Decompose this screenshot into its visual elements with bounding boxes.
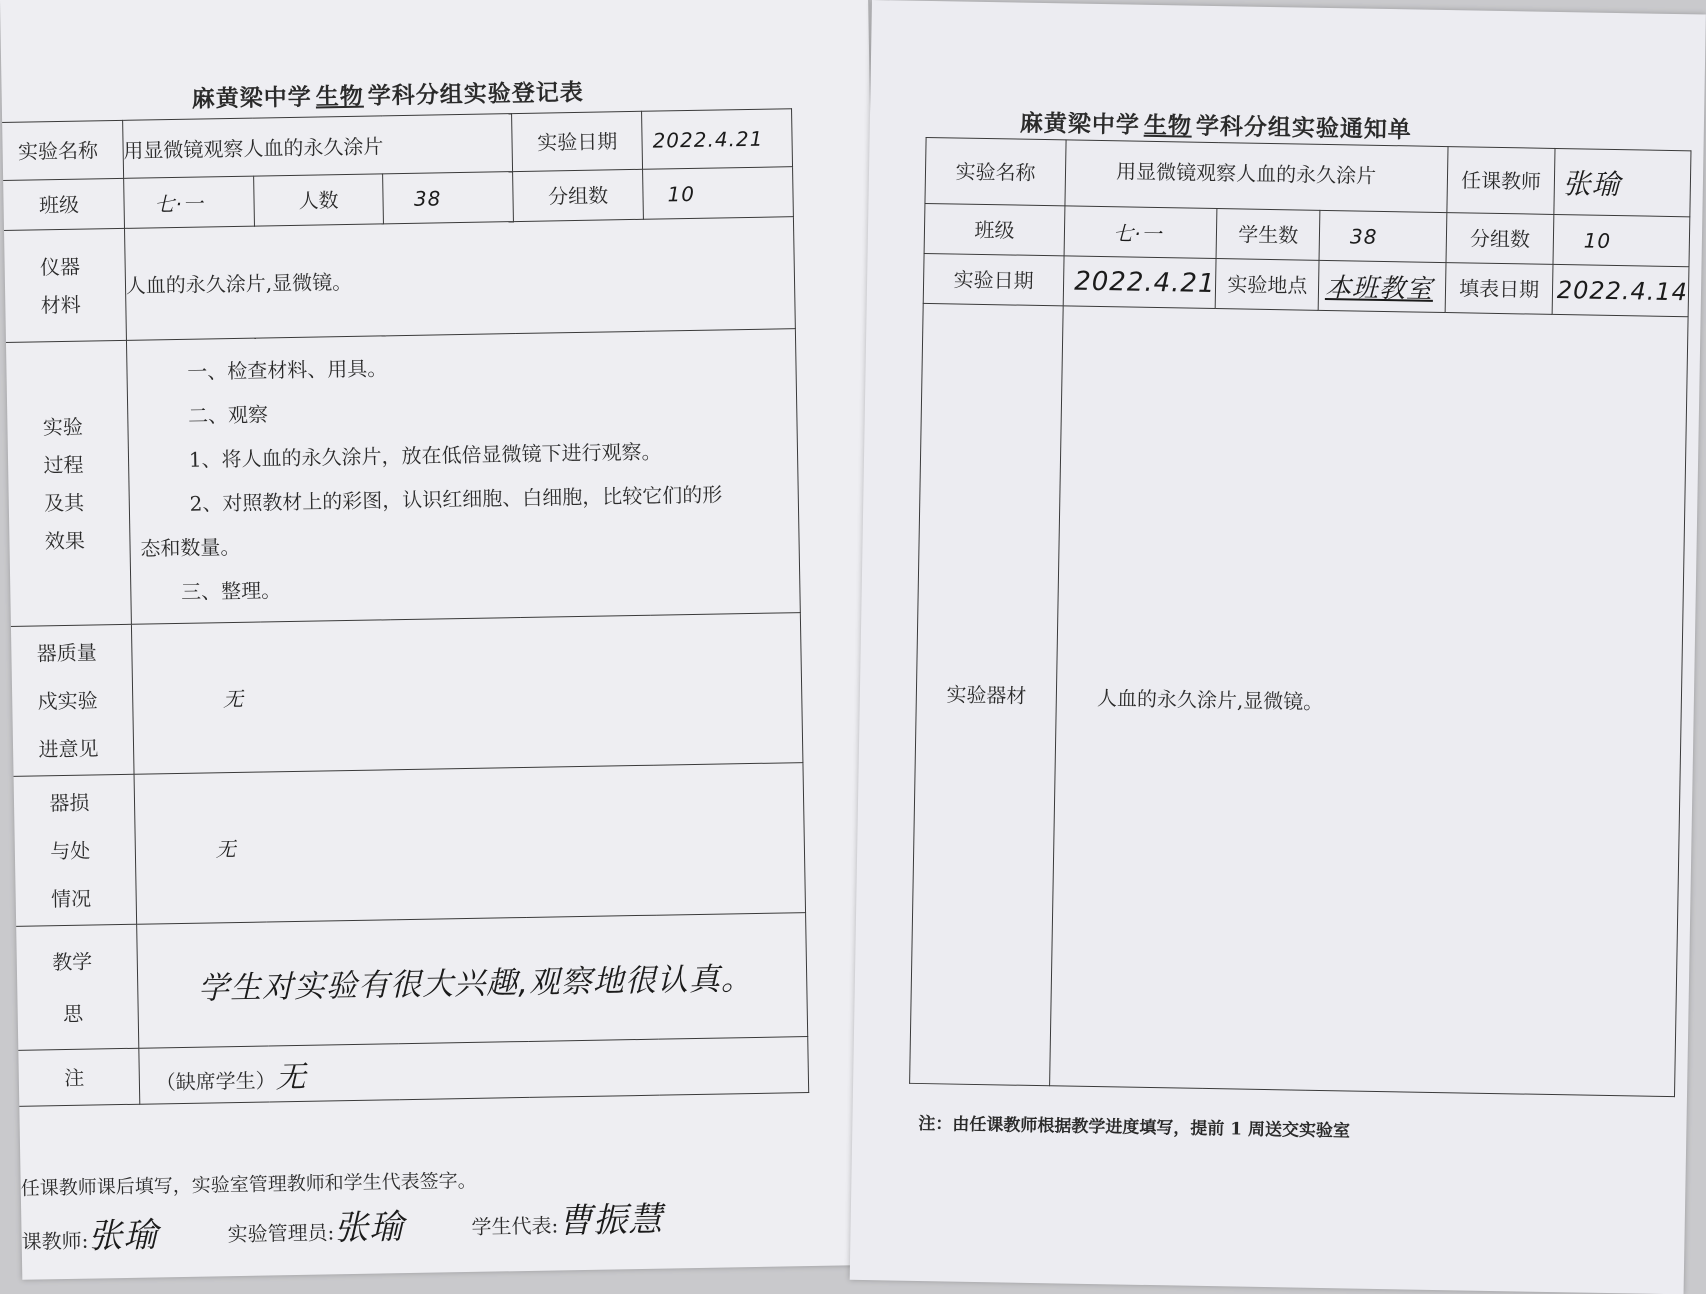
signature-teacher-label: 课教师: xyxy=(21,1228,89,1254)
registration-footer-note: 任课教师课后填写，实验室管理教师和学生代表签字。 xyxy=(20,1169,477,1200)
notification-table xyxy=(909,137,1691,1097)
label-process-line2: 过程 xyxy=(43,452,84,477)
title-subject: 生物 xyxy=(1143,111,1193,140)
people-value: 38 xyxy=(383,172,514,224)
damage-value: 无 xyxy=(134,763,806,925)
process-step-3: 1、将人血的永久涂片，放在低倍显微镜下进行观察。 xyxy=(188,439,662,472)
label-reflection-line1: 教学 xyxy=(51,949,93,974)
notification-form-title xyxy=(1020,105,1413,145)
signature-teacher-value: 张瑜 xyxy=(87,1215,159,1257)
label-experiment-date: 实验日期 xyxy=(512,111,643,171)
groups-value: 10 xyxy=(1553,214,1690,266)
label-process-line1: 实验 xyxy=(42,414,84,439)
label-groups: 分组数 xyxy=(513,169,644,221)
label-quality-line2: 戍实验 xyxy=(37,687,98,713)
label-instruments-line1: 仪器 xyxy=(39,254,81,279)
remark-prefix: （缺席学生） xyxy=(155,1067,276,1094)
students-value: 38 xyxy=(1319,210,1447,262)
label-groups: 分组数 xyxy=(1446,213,1553,265)
label-teacher: 任课教师 xyxy=(1447,147,1554,215)
signature-student xyxy=(471,1192,664,1244)
label-instruments-line2: 材料 xyxy=(40,292,81,317)
registration-table xyxy=(0,108,809,1107)
label-remark: 注 xyxy=(9,1048,140,1106)
label-class: 班级 xyxy=(0,178,124,230)
label-process-line4: 效果 xyxy=(44,528,86,553)
notification-footer-note: 注：由任课教师根据教学进度填写，提前 1 周送交实验室 xyxy=(918,1113,1351,1142)
title-school: 麻黄梁中学 xyxy=(1019,109,1141,139)
label-process xyxy=(0,340,131,626)
label-instruments xyxy=(0,228,126,342)
remark-value: 无 xyxy=(275,1059,307,1095)
quality-value: 无 xyxy=(131,613,803,775)
label-damage-line3: 情况 xyxy=(50,886,92,911)
fill-date-value: 2022.4.14 xyxy=(1552,264,1689,316)
label-class: 班级 xyxy=(924,203,1065,255)
label-experiment-date: 实验日期 xyxy=(923,253,1064,305)
label-quality-line3: 进意见 xyxy=(38,735,99,761)
experiment-date-value: 2022.4.21 xyxy=(1063,256,1216,309)
process-step-6: 三、整理。 xyxy=(180,577,282,604)
label-fill-date: 填表日期 xyxy=(1446,263,1553,315)
label-experiment-name: 实验名称 xyxy=(0,120,123,180)
label-equipment: 实验器材 xyxy=(910,303,1064,1085)
signature-student-value: 曹振慧 xyxy=(557,1199,664,1242)
teacher-value: 张瑜 xyxy=(1554,148,1691,216)
place-value: 本班教室 xyxy=(1318,260,1446,312)
equipment-value: 人血的永久涂片,显微镜。 xyxy=(1050,306,1688,1097)
process-step-1: 一、检查材料、用具。 xyxy=(187,355,388,384)
signature-teacher xyxy=(21,1207,159,1258)
experiment-name-value: 用显微镜观察人血的永久涂片 xyxy=(1065,140,1448,213)
label-people: 人数 xyxy=(253,174,384,226)
reflection-value: 学生对实验有很大兴趣,观察地很认真。 xyxy=(136,913,807,1049)
instruments-value: 人血的永久涂片,显微镜。 xyxy=(124,217,795,341)
title-school: 麻黄梁中学 xyxy=(191,83,312,113)
label-reflection xyxy=(7,924,139,1050)
label-quality xyxy=(1,624,133,776)
remark-cell xyxy=(139,1037,809,1105)
signature-admin-label: 实验管理员: xyxy=(227,1220,335,1247)
notification-form-sheet xyxy=(850,0,1706,1294)
process-step-4: 2、对照教材上的彩图，认识红细胞、白细胞，比较它们的形 xyxy=(189,481,723,516)
process-content xyxy=(126,329,800,625)
title-rest: 学科分组实验登记表 xyxy=(367,78,584,110)
label-process-line3: 及其 xyxy=(43,490,85,515)
process-step-5: 态和数量。 xyxy=(140,534,241,561)
experiment-date-value: 2022.4.21 xyxy=(642,109,793,170)
label-damage-line2: 与处 xyxy=(50,838,91,863)
registration-form-title xyxy=(191,74,584,114)
title-rest: 学科分组实验通知单 xyxy=(1195,112,1413,144)
title-subject: 生物 xyxy=(315,82,364,111)
label-damage xyxy=(4,774,136,926)
class-value: 七·一 xyxy=(123,176,254,228)
signature-admin-value: 张瑜 xyxy=(333,1207,405,1249)
label-students: 学生数 xyxy=(1216,209,1319,261)
signature-admin xyxy=(227,1199,405,1251)
signature-student-label: 学生代表: xyxy=(471,1213,559,1239)
groups-value: 10 xyxy=(643,167,794,220)
label-place: 实验地点 xyxy=(1216,259,1319,311)
label-quality-line1: 器质量 xyxy=(36,639,97,665)
label-experiment-name: 实验名称 xyxy=(925,137,1066,205)
class-value: 七·一 xyxy=(1064,206,1217,259)
label-damage-line1: 器损 xyxy=(49,790,90,815)
label-reflection-line2: 思 xyxy=(62,1001,84,1026)
process-step-2: 二、观察 xyxy=(187,401,269,428)
experiment-name-value: 用显微镜观察人血的永久涂片 xyxy=(122,114,512,179)
